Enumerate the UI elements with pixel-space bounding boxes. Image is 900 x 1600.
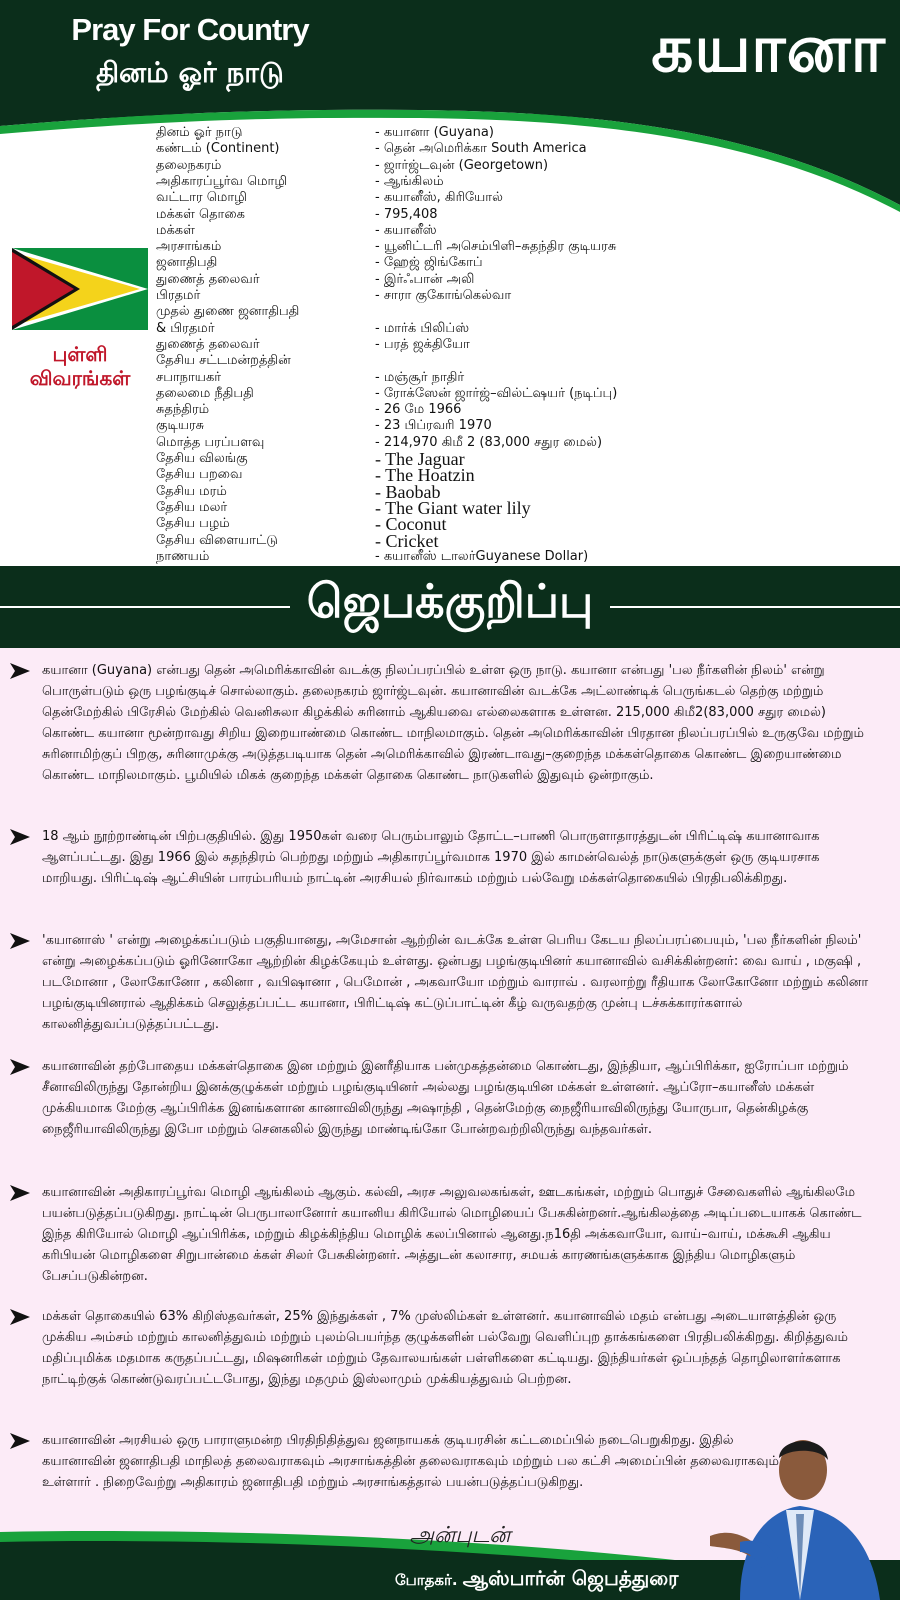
fact-row xyxy=(0,158,900,174)
fact-value: - இர்ஃபான் அலி xyxy=(375,271,475,287)
brand-title: Pray For Country xyxy=(71,12,309,47)
fact-row xyxy=(0,418,900,434)
fact-label: தலைநகரம் xyxy=(156,157,222,173)
fact-row xyxy=(0,207,900,223)
fact-value: - தென் அமெரிக்கா South America xyxy=(375,141,587,157)
fact-label: குடியரசு xyxy=(156,418,205,434)
fact-row xyxy=(0,239,900,255)
fact-label: தேசிய பழம் xyxy=(156,516,230,532)
fact-row xyxy=(0,304,900,320)
fact-row xyxy=(0,288,900,304)
fact-label: துணைத் தலைவர் xyxy=(156,336,260,352)
fact-value: - ஜார்ஜ்டவுன் (Georgetown) xyxy=(375,157,549,173)
fact-label: மக்கள் xyxy=(156,222,195,238)
fact-label: அரசாங்கம் xyxy=(156,239,222,255)
fact-row xyxy=(0,337,900,353)
fact-value: - யூனிட்டரி அசெம்பிளி–சுதந்திர குடியரசு xyxy=(375,239,617,255)
fact-row xyxy=(0,272,900,288)
fact-row xyxy=(0,386,900,402)
fact-label: தினம் ஓர் நாடு xyxy=(156,125,243,140)
fact-label: அதிகாரப்பூர்வ மொழி xyxy=(156,173,288,189)
fact-value: - ஆங்கிலம் xyxy=(375,173,444,189)
prayer-points-body xyxy=(0,650,900,1530)
fact-label: தேசிய மரம் xyxy=(156,483,227,499)
fact-value: - சாரா குகோங்கெல்வா xyxy=(375,288,512,303)
fact-value: - மஞ்சூர் நாதிர் xyxy=(375,369,465,385)
fact-row xyxy=(0,497,900,518)
fact-row xyxy=(0,141,900,157)
fact-value: - 23 பிப்ரவரி 1970 xyxy=(375,418,492,434)
bullet-arrow-icon xyxy=(10,1185,30,1201)
fact-value: - மார்க் பிலிப்ஸ் xyxy=(375,320,470,336)
bullet-arrow-icon xyxy=(10,829,30,845)
fact-label: தேசிய சட்டமன்றத்தின் xyxy=(156,353,291,369)
fact-label: தேசிய விளையாட்டு xyxy=(156,532,278,548)
prayer-point-text: கயானா (Guyana) என்பது தென் அமெரிக்காவின் வடக்கு நிலப்பரப்பில் உள்ள ஒரு நாடு. கயானா என்பது 'பல நீர்களின் நிலம்' என்று பொருள்படும் ஒரு பழங்குடிச் சொல்லாகும். தலைநகரம் ஜார்ஜ்டவுன். கயானாவின் வடக்கே அட்லாண்டிக் பெருங்கடல் தெற்கு மற்றும் தென்மேற்கில் பிரேசில் மேற்கில் வெனிசுலா கிழக்கில் சுரினாம் ஆகியவை எல்லைகளாக உள்ளன. 215,000 கிமீ2(83,000 சதுர மைல்) கொண்ட கயானா மூன்றாவது சிறிய இறையாண்மை கொண்ட மாநிலமாகும். தென் அமெரிக்காவின் பிரதான நிலப்பரப்பில் உருகுவே மற்றும் சுரினாமிற்குப் பிறகு, சுரினாமுக்கு அடுத்தபடியாக தென் அமெரிக்காவில் இரண்டாவது–குறைந்த மக்கள்தொகை கொண்ட இறையாண்மை கொண்ட மாநிலமாகும். பூமியில் மிகக் குறைந்த மக்கள் தொகை கொண்ட நாடுகளில் இதுவும் ஒன்றாகும். xyxy=(42,663,864,783)
fact-label: நாணயம் xyxy=(156,548,210,564)
fact-value: - The Jaguar xyxy=(375,449,465,469)
prayer-point-text: கயானாவின் அதிகாரப்பூர்வ மொழி ஆங்கிலம் ஆகும். கல்வி, அரச அலுவலகங்கள், ஊடகங்கள், மற்றும் பொதுச் சேவைகளில் ஆங்கிலமே பயன்படுத்தப்படுகிறது. நாட்டின் பெருபாலானோர் கயானிய கிரியோல் மொழியைப் பேசுகின்றனர்.ஆங்கிலத்தை அடிப்படையாகக் கொண்ட இந்த கிரியோல் மொழி ஆப்பிரிக்க, மற்றும் கிழக்கிந்திய மொழிக் கலப்பினால் ஆனது.ந16தி அக்கவாயோ, வாய்–வாய், மக்கூசி ஆகிய கரிபியன் மொழிகளை சிறுபான்மை க்கள் சிலர் பேசுகின்றனர். அத்துடன் கலாசார, சமயக் காரணங்களுக்காக இந்திய மொழிகளும் பேசப்படுகின்றன. xyxy=(42,1185,862,1284)
prayer-point-text: 'கயானாஸ் ' என்று அழைக்கப்படும் பகுதியானது, அமேசான் ஆற்றின் வடக்கே உள்ள பெரிய கேடய நிலப்பரப்பையும், 'பல நீர்களின் நிலம்' என்று அழைக்கப்படும் ஓரினோகோ ஆற்றின் கிழக்கேயும் உள்ளது. ஒன்பது பழங்குடியினர் கயானாவில் வசிக்கின்றனர்: வை வாய் , மகுஷி , படமோனா , லோகோனோ , கலினா , வபிஷானா , பெமோன் , அகவாயோ மற்றும் வாராவ் . வரலாற்று ரீதியாக லோகோனோ மற்றும் கலினா பழங்குடியினரால் ஆதிக்கம் செலுத்தப்பட்ட கயானா, பிரிட்டிஷ் கட்டுப்பாட்டின் கீழ் வருவதற்கு முன்பு டச்சுக்காரர்களால் காலனித்துவப்படுத்தப்பட்டது. xyxy=(42,933,869,1032)
fact-value: - கயானீஸ், கிரியோல் xyxy=(375,190,503,206)
fact-value: - கயானீஸ் xyxy=(375,222,437,238)
fact-row xyxy=(0,370,900,386)
fact-label: கண்டம் (Continent) xyxy=(156,141,280,157)
fact-value: - Coconut xyxy=(375,514,447,535)
fact-row xyxy=(0,255,900,271)
fact-row xyxy=(0,174,900,190)
fact-row xyxy=(0,402,900,418)
prayer-point-text: மக்கள் தொகையில் 63% கிறிஸ்தவர்கள், 25% இந்துக்கள் , 7% முஸ்லிம்கள் உள்ளனர். கயானாவில் மதம் என்பது அடையாளத்தின் ஒரு முக்கிய அம்சம் மற்றும் காலனித்துவம் மற்றும் புலம்பெயர்ந்த குழுக்களின் பல்வேறு வெளிப்புற தாக்கங்களை பிரதிபலிக்கிறது. கிறித்துவம் மதிப்புமிக்க மதமாக கருதப்பட்டது, மிஷனரிகள் மற்றும் தேவாலயங்கள் பள்ளிகளை கட்டியது. இந்தியர்கள் ஒப்பந்தத் தொழிலாளர்களாக நாட்டிற்குக் கொண்டுவரப்பட்டபோது, இந்து மதமும் இஸ்லாமும் முக்கியத்துவம் பெற்றன. xyxy=(42,1309,848,1387)
fact-row xyxy=(0,223,900,239)
bullet-arrow-icon xyxy=(10,1309,30,1325)
prayer-point-text: கயானாவின் அரசியல் ஒரு பாராளுமன்ற பிரதிநிதித்துவ ஜனநாயகக் குடியரசின் கட்டமைப்பில் நடைபெறுகிறது. இதில் கயானாவின் ஜனாதிபதி மாநிலத் தலைவராகவும் அரசாங்கத்தின் தலைவராகவும் மற்றும் பல கட்சி அமைப்பின் தலைவராகவும் உள்ளார் . நிறைவேற்று அதிகாரம் ஜனாதிபதி மற்றும் அரசாங்கத்தால் பயன்படுத்தப்படுகிறது. xyxy=(42,1433,779,1490)
fact-row xyxy=(0,353,900,369)
fact-value: - பரத் ஜக்தியோ xyxy=(375,336,470,352)
fact-label: சுதந்திரம் xyxy=(156,402,210,418)
prayer-points-band xyxy=(0,566,900,648)
fact-row xyxy=(0,530,900,551)
fact-row xyxy=(0,549,900,565)
fact-label: & பிரதமர் xyxy=(156,320,215,336)
fact-label: முதல் துணை ஜனாதிபதி xyxy=(156,304,300,320)
fact-value: - 26 மே 1966 xyxy=(375,402,462,418)
facts-panel xyxy=(0,118,900,566)
fact-row xyxy=(0,321,900,337)
fact-label: தலைமை நீதிபதி xyxy=(156,385,254,401)
fact-label: ஜனாதிபதி xyxy=(156,255,218,271)
country-title: கயானா xyxy=(651,10,886,87)
fact-value: - The Giant water lily xyxy=(375,497,531,518)
bullet-arrow-icon xyxy=(10,1433,30,1449)
bullet-arrow-icon xyxy=(10,1059,30,1075)
fact-row xyxy=(0,125,900,141)
fact-value: - The Hoatzin xyxy=(375,465,475,486)
fact-value: - Cricket xyxy=(375,530,439,551)
fact-row xyxy=(0,514,900,535)
prayer-point-text: கயானாவின் தற்போதைய மக்கள்தொகை இன மற்றும் இனரீதியாக பன்முகத்தன்மை கொண்டது, இந்தியா, ஆப்பிரிக்கா, ஐரோப்பா மற்றும் சீனாவிலிருந்து தோன்றிய இனக்குழுக்கள் மற்றும் பழங்குடியினர் அல்லது பழங்குடியின மக்கள் உள்ளனர். ஆப்ரோ–கயானீஸ் மக்கள் முக்கியமாக மேற்கு ஆப்பிரிக்க இனங்களான கானாவிலிருந்து அஷாந்தி , தென்மேற்கு நைஜீரியாவிலிருந்து யோருபா, தென்கிழக்கு நைஜீரியாவிலிருந்து இபோ மற்றும் செனகலில் இருந்து மாண்டிங்கோ போன்றவற்றிலிருந்து வந்தவர்கள். xyxy=(42,1059,849,1137)
bullet-arrow-icon xyxy=(10,933,30,949)
fact-value: - ரோக்ஸேன் ஜார்ஜ்–வில்ட்ஷயர் (நடிப்பு) xyxy=(375,385,618,401)
pastor-name: ஆஸ்பார்ன் ஜெபத்துரை xyxy=(462,1566,679,1590)
fact-label: தேசிய பறவை xyxy=(156,467,243,483)
fact-label: தேசிய மலர் xyxy=(156,499,228,515)
fact-value: - 795,408 xyxy=(375,206,438,222)
fact-row xyxy=(0,465,900,486)
fact-label: தேசிய விலங்கு xyxy=(156,451,248,466)
fact-value: - கயானா (Guyana) xyxy=(375,125,494,140)
signature-with-love: அன்புடன் xyxy=(409,1523,511,1548)
fact-value: - Baobab xyxy=(375,481,441,502)
fact-value: - ஹேஜ் ஜிங்கோப் xyxy=(375,255,483,271)
fact-value: - கயானீஸ் டாலர்Guyanese Dollar) xyxy=(375,548,589,564)
fact-value: - 214,970 கிமீ 2 (83,000 சதுர மைல்) xyxy=(375,434,603,450)
fact-label: பிரதமர் xyxy=(156,288,201,303)
prayer-points-title: ஜெபக்குறிப்பு xyxy=(306,574,594,628)
fact-label: துணைத் தலைவர் xyxy=(156,271,260,287)
fact-label: சபாநாயகர் xyxy=(156,369,222,385)
fact-row xyxy=(0,190,900,206)
prayer-point-text: 18 ஆம் நூற்றாண்டின் பிற்பகுதியில். இது 1950கள் வரை பெரும்பாலும் தோட்ட–பாணி பொருளாதாரத்துடன் பிரிட்டிஷ் கயானாவாக ஆளப்பட்டது. இது 1966 இல் சுதந்திரம் பெற்றது மற்றும் அதிகாரப்பூர்வமாக 1970 இல் காமன்வெல்த் நாடுகளுக்குள் ஒரு குடியரசாக மாறியது. பிரிட்டிஷ் ஆட்சியின் பாரம்பரியம் நாட்டின் அரசியல் நிர்வாகம் மற்றும் பல்வேறு மக்கள்தொகையில் பிரதிபலிக்கிறது. xyxy=(42,829,820,886)
brand-subtitle: தினம் ஓர் நாடு xyxy=(96,56,284,89)
fact-label: மக்கள் தொகை xyxy=(156,206,245,222)
pastor-photo xyxy=(700,1418,900,1600)
fact-label: மொத்த பரப்பளவு xyxy=(156,434,265,450)
pastor-prefix: போதகர். xyxy=(395,1571,458,1589)
bullet-arrow-icon xyxy=(10,663,30,679)
fact-label: வட்டார மொழி xyxy=(156,190,247,206)
facts-heading: புள்ளி விவரங்கள் xyxy=(29,342,131,390)
